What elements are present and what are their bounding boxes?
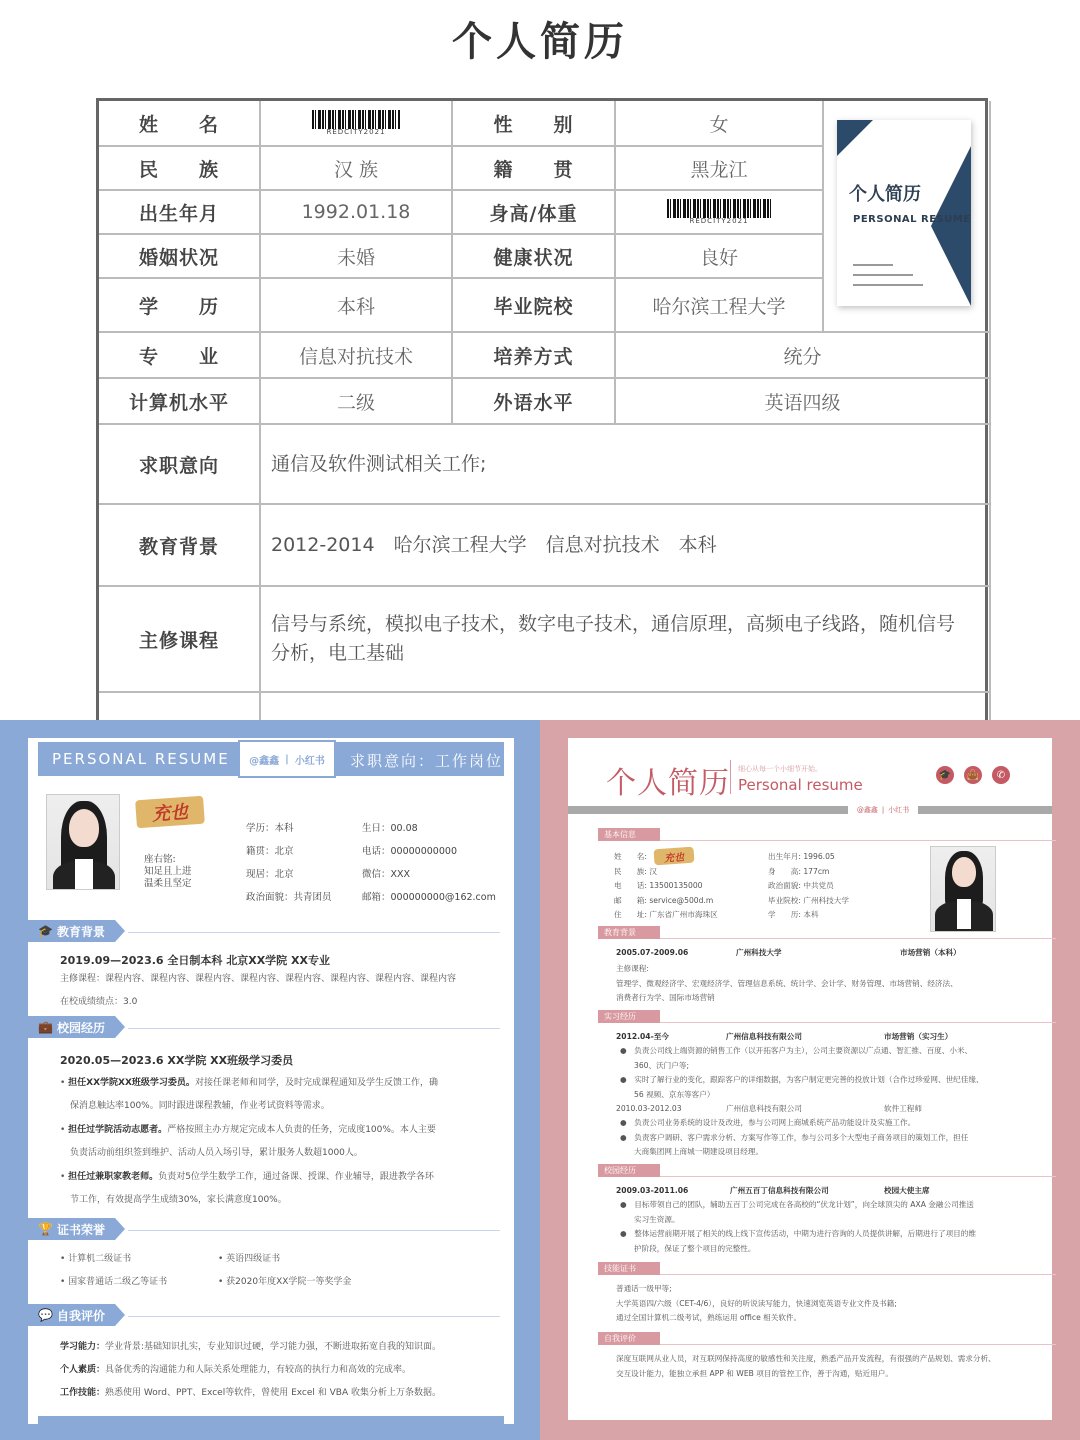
barcode: REDCITY2021 [261, 101, 453, 147]
campus-item: • 担任过学院活动志愿者。严格按照主办方规定完成本人负责的任务，完成度100%。本人主要 [60, 1125, 436, 1135]
skills: 普通话一级甲等; 大学英语四/六级（CET-4/6），良好的听说读写能力，快速浏览英语专业文件及书籍; 通过全国计算机二级考试，熟练运用 office 相关软件。 [616, 1284, 897, 1323]
section-campus: 校园经历 [598, 1164, 660, 1177]
author-tag: @鑫鑫 | 小红书 [238, 740, 336, 778]
name-sticker: 充也 [135, 796, 205, 829]
empty-cell [261, 693, 991, 720]
blue-resume-panel [0, 720, 540, 1440]
field-label: 健康状况 [453, 235, 616, 279]
comment-icon: 💬 [38, 1308, 53, 1322]
bag-icon: 👜 [964, 766, 982, 784]
info-item: 电话：00000000000 [362, 846, 457, 857]
section-campus: 💼 校园经历 [28, 1016, 115, 1038]
header-en: PERSONAL RESUME [52, 750, 230, 768]
header-bar [38, 742, 504, 776]
field-label: 民 族 [99, 147, 261, 191]
barcode: REDCITY2021 [616, 191, 824, 235]
job-value: 通信及软件测试相关工作; [261, 425, 991, 505]
edu-course: 主修课程: 管理学、微观经济学、宏观经济学、管理信息系统、统计学、会计学、财务管理、市场营销、经济法、 消费者行为学、国际市场营销 [616, 964, 958, 1003]
name-sticker: 充也 [653, 847, 694, 866]
campus-item-cont: 节工作，有效提高学生成绩30%，家长满意度100%。 [70, 1195, 287, 1205]
pink-resume-panel: 个人简历 细心从每一个小细节开始。 Personal resume 🎓 👜 ✆ @鑫鑫 | 小红书 基本信息 姓 名: 民 族: 汉 电 话: 13500135000 邮 箱: service@500d.m 住 址: 广东省广州市海珠区 充也 出生年月: 1996.05 身 高: 177cm 政治面貌: 中共党员 毕业院校: 广州科技大学 学 历: 本科 教育背景 2005.07-2009.06 广州科技大学 市场营销（本科） 主修课程: 管理学、微观经济学、宏观经济学、管理信息系统、统计学、会计学、财务管理、市场营销、经济法、 消费者行为学、国际市场营销 实习经历 2012.04-至今 广州信息科技有限公司 市场营销（实习生） ● 负责公司线上端资源的销售工作（以开拓客户为主），公司主要资源以广点通、智汇推、百度、小米、 360、沃门户等; ● 实时了解行业的变化，跟踪客户的详细数据，为客户制定更完善的投放计划（合作过珍爱网、世纪佳缘、 56 视频、京东等客户） 2010.03-2012.03 广州信息科技有限公司 软件工程师 ● 负责公司业务系统的设计及改进，参与公司网上商城系统产品功能设计及实施工作。 ● 负责客户调研、客户需求分析、方案写作等工作，参与公司多个大型电子商务项目的策划工作，担任 大商集团网上商城一期建设项目经理。 校园经历 2009.03-2011.06 广州五百丁信息科技有限公司 校园大使主席 ● 目标带领自己的团队，辅助五百丁公司完成在各高校的“伏龙计划”，向全球顶尖的 AXA 金融公司推送 实习生资源。 ● 整体运营前期开展了相关的线上线下宣传活动，中期为进行咨询的人员提供讲解，后期进行了项目的维 护阶段，保证了整个项目的完整性。 技能证书 普通话一级甲等; 大学英语四/六级（CET-4/6），良好的听说读写能力，快速浏览英语专业文件及书籍; 通过全国计算机二级考试，熟练运用 office 相关软件。 自我评价 深度互联网从业人员，对互联网保持高度的敏感性和关注度，熟悉产品开发流程，有很强的产品规划、需求分析、 交互设计能力，能独立承担 APP 和 WEB 项目的管控工作，善于沟通，贴近用户。 [540, 720, 1080, 1440]
field-label: 培养方式 [453, 333, 616, 379]
field-value: 本科 [261, 279, 453, 333]
section-self: 自我评价 [598, 1332, 660, 1345]
work2-bullets: ● 负责公司业务系统的设计及改进，参与公司网上商城系统产品功能设计及实施工作。 ● 负责客户调研、客户需求分析、方案写作等工作，参与公司多个大型电子商务项目的策划工作，担任 大商集团网上商城一期建设项目经理。 [620, 1118, 969, 1157]
edu-gpa: 在校成绩绩点：3.0 [60, 997, 138, 1007]
field-value: 良好 [616, 235, 824, 279]
author-tag: @鑫鑫 | 小红书 [848, 804, 918, 816]
field-label: 专 业 [99, 333, 261, 379]
field-label: 婚姻状况 [99, 235, 261, 279]
field-label: 身高/体重 [453, 191, 616, 235]
cert-2: • 英语四级证书 [218, 1254, 281, 1264]
card-en: PERSONAL RESUME [853, 214, 971, 225]
field-value: 英语四级 [616, 379, 991, 425]
motto: 座右铭: 知足且上进 温柔且坚定 [144, 854, 192, 889]
self-item: 个人素质：具备优秀的沟通能力和人际关系处理能力，有较高的执行力和高效的完成率。 [60, 1365, 412, 1375]
campus-item: • 担任过兼职家教老师。负责对5位学生数学工作，通过备课、授课、作业辅导，跟进教学各环 [60, 1172, 434, 1182]
avatar [930, 846, 996, 932]
info-item: 微信：XXX [362, 869, 411, 880]
field-label: 出生年月 [99, 191, 261, 235]
field-label: 毕业院校 [453, 279, 616, 333]
field-label: 外语水平 [453, 379, 616, 425]
info-item: 邮箱：000000000@162.com [362, 892, 496, 903]
edu-course: 主修课程：课程内容、课程内容、课程内容、课程内容、课程内容、课程内容、课程内容、课程内容 [60, 974, 457, 984]
course-value: 信号与系统，模拟电子技术，数字电子技术，通信原理，高频电子线路，随机信号分析，电工基础 [261, 587, 991, 693]
edu-value: 2012-2014 哈尔滨工程大学 信息对抗技术 本科 [261, 505, 991, 587]
job-label: 求职意向 [99, 425, 261, 505]
field-label: 姓 名 [99, 101, 261, 147]
campus-item: • 担任XX学院XX班级学习委员。对接任课老师和同学，及时完成课程通知及学生反馈工作，确 [60, 1078, 438, 1088]
section-education: 🎓 教育背景 [28, 920, 115, 942]
phone-icon: ✆ [992, 766, 1010, 784]
slogan: 细心从每一个小细节开始。 [738, 765, 822, 773]
field-value: 未婚 [261, 235, 453, 279]
course-label: 主修课程 [99, 587, 261, 693]
info-item: 政治面貌：共青团员 [246, 892, 332, 903]
info-item: 生日：00.08 [362, 823, 418, 834]
cert-4: • 获2020年度XX学院一等奖学金 [218, 1277, 352, 1287]
self-eval: 深度互联网从业人员，对互联网保持高度的敏感性和关注度，熟悉产品开发流程，有很强的产品规划、需求分析、 交互设计能力，能独立承担 APP 和 WEB 项目的管控工作，善于沟通，贴近用户。 [616, 1354, 996, 1378]
graduation-icon: 🎓 [936, 766, 954, 784]
field-value: 女 [616, 101, 824, 147]
self-item: 学习能力：学业背景:基础知识扎实，专业知识过硬，学习能力强，不断进取拓宽自我的知识面。 [60, 1342, 442, 1352]
graduation-icon: 🎓 [38, 924, 53, 938]
field-value: 二级 [261, 379, 453, 425]
empty-cell [99, 693, 261, 720]
resume-title: 个人简历 [606, 766, 730, 801]
campus-item-cont: 负责活动前组织签到维护、活动人员入场引导，累计服务人数超1000人。 [70, 1148, 363, 1158]
info-item: 籍贯：北京 [246, 846, 294, 857]
resume-en: Personal resume [738, 776, 863, 794]
field-label: 计算机水平 [99, 379, 261, 425]
work1-bullets: ● 负责公司线上端资源的销售工作（以开拓客户为主），公司主要资源以广点通、智汇推、百度、小米、 360、沃门户等; ● 实时了解行业的变化，跟踪客户的详细数据，为客户制定更完善的投放计划（合作过珍爱网、世纪佳缘、 56 视频、京东等客户） [620, 1046, 984, 1099]
campus-head: 2020.05—2023.6 XX学院 XX班级学习委员 [60, 1054, 294, 1067]
field-value: 黑龙江 [616, 147, 824, 191]
field-value: 1992.01.18 [261, 191, 453, 235]
section-skill: 技能证书 [598, 1262, 660, 1275]
section-basic: 基本信息 [598, 828, 660, 841]
field-value: 统分 [616, 333, 991, 379]
info-item: 学历：本科 [246, 823, 294, 834]
cert-3: • 国家普通话二级乙等证书 [60, 1277, 168, 1287]
campus-item-cont: 保消息触达率100%。同时跟进课程教辅，作业考试资料等需求。 [70, 1101, 330, 1111]
briefcase-icon: 💼 [38, 1020, 53, 1034]
field-value: 哈尔滨工程大学 [616, 279, 824, 333]
edu-head: 2019.09—2023.6 全日制本科 北京XX学院 XX专业 [60, 954, 330, 967]
campus-bullets: ● 目标带领自己的团队，辅助五百丁公司完成在各高校的“伏龙计划”，向全球顶尖的 AXA 金融公司推送 实习生资源。 ● 整体运营前期开展了相关的线上线下宣传活动，中期为进行咨询的人员提供讲解，后期进行了项目的维 护阶段，保证了整个项目的完整性。 [620, 1200, 976, 1253]
card-title: 个人简历 [849, 184, 921, 205]
section-self: 💬 自我评价 [28, 1304, 115, 1326]
basic-right: 出生年月: 1996.05 身 高: 177cm 政治面貌: 中共党员 毕业院校: 广州科技大学 学 历: 本科 [768, 852, 849, 920]
section-work: 实习经历 [598, 1010, 660, 1023]
resume-cover-card [823, 112, 975, 312]
avatar [46, 794, 120, 890]
field-value: 信息对抗技术 [261, 333, 453, 379]
field-label: 性 别 [453, 101, 616, 147]
field-value: 汉 族 [261, 147, 453, 191]
trophy-icon: 🏆 [38, 1222, 53, 1236]
field-label: 学 历 [99, 279, 261, 333]
cert-1: • 计算机二级证书 [60, 1254, 132, 1264]
field-label: 籍 贯 [453, 147, 616, 191]
edu-label: 教育背景 [99, 505, 261, 587]
self-item: 工作技能：熟悉使用 Word、PPT、Excel等软件，曾使用 Excel 和 VBA 收集分析上万条数据。 [60, 1388, 441, 1398]
section-cert: 🏆 证书荣誉 [28, 1218, 115, 1240]
section-education: 教育背景 [598, 926, 660, 939]
job-intent: 求职意向：工作岗位 [350, 752, 504, 770]
info-item: 现居：北京 [246, 869, 294, 880]
page-title: 个人简历 [452, 19, 628, 65]
basic-left: 姓 名: 民 族: 汉 电 话: 13500135000 邮 箱: service@500d.m 住 址: 广东省广州市海珠区 [614, 852, 718, 920]
